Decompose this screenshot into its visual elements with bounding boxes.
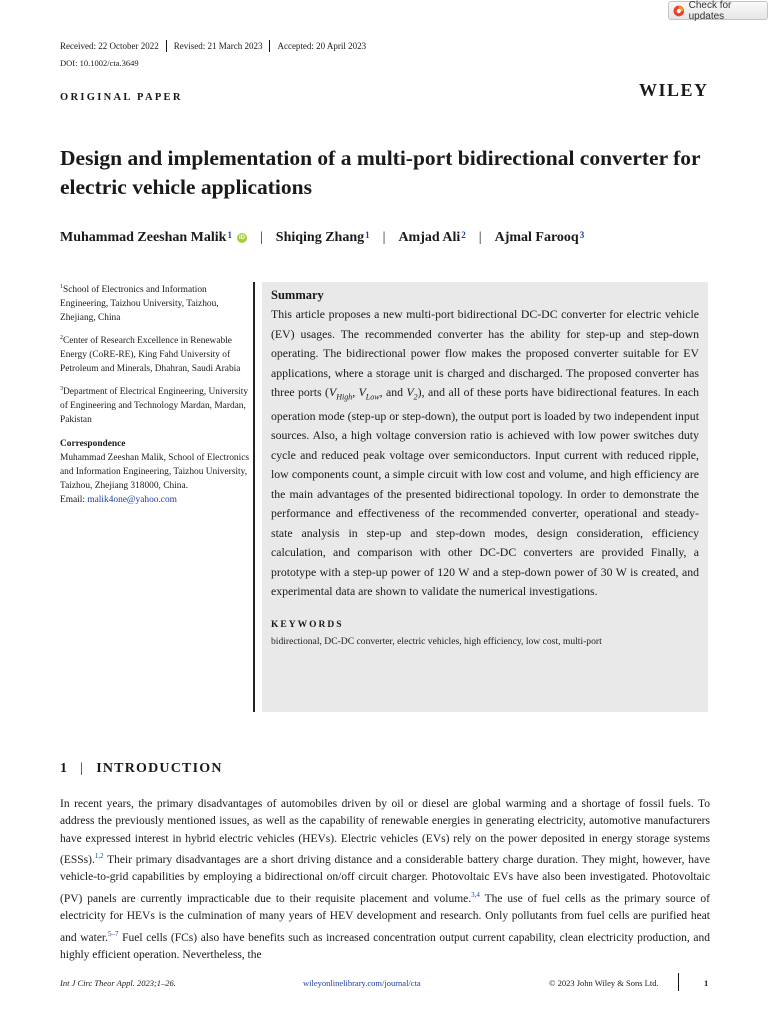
author-name[interactable]: Amjad Ali bbox=[398, 230, 461, 245]
revised-date: Revised: 21 March 2023 bbox=[173, 41, 263, 51]
received-date: Received: 22 October 2022 bbox=[60, 41, 159, 51]
author-separator: | bbox=[259, 230, 263, 245]
section-type: ORIGINAL PAPER bbox=[60, 92, 183, 103]
footer-divider bbox=[678, 973, 679, 991]
affiliation: $^3$Department of Electrical Engineering, University of Engineering and Technology Mardan, Mardan, Pakistan bbox=[60, 386, 249, 426]
doi[interactable]: DOI: 10.1002/cta.3649 bbox=[60, 58, 139, 68]
page-number: 1 bbox=[704, 978, 709, 988]
section-number: 1 bbox=[60, 761, 69, 776]
summary-box bbox=[262, 282, 708, 712]
date-separator bbox=[269, 40, 270, 52]
article-dates bbox=[60, 40, 366, 52]
crossmark-icon bbox=[673, 5, 685, 17]
author-affiliation-ref[interactable]: 2 bbox=[461, 230, 466, 240]
correspondence-email: Email: malik4one@yahoo.com bbox=[60, 495, 177, 506]
correspondence-text: Muhammad Zeeshan Malik, School of Electronics and Information Engineering, Taizhou University, Taizhou, Zhejiang 318000, China. bbox=[60, 453, 250, 492]
affiliation: $^1$School of Electronics and Information Engineering, Taizhou University, Taizhou, Zhejiang, China bbox=[60, 284, 219, 324]
column-divider bbox=[253, 282, 255, 712]
author-list bbox=[60, 230, 584, 246]
check-for-updates-label: Check for updates bbox=[688, 0, 732, 22]
author-affiliation-ref[interactable]: 1 bbox=[365, 230, 370, 240]
author-name[interactable]: Shiqing Zhang bbox=[275, 230, 365, 245]
copyright-notice: © 2023 John Wiley & Sons Ltd. bbox=[549, 978, 659, 988]
section-heading-introduction bbox=[60, 761, 223, 777]
affiliation: $^2$Center of Research Excellence in Renewable Energy (CoRE-RE), King Fahd University of Petroleum and Minerals, Dhahran, Saudi Arabia bbox=[60, 335, 241, 375]
author-name[interactable]: Ajmal Farooq bbox=[494, 230, 579, 245]
section-separator: | bbox=[80, 761, 85, 776]
journal-citation: Int J Circ Theor Appl. 2023;1–26. bbox=[60, 978, 176, 988]
author-affiliation-ref[interactable]: 1 bbox=[227, 230, 232, 240]
author-affiliation-ref[interactable]: 3 bbox=[579, 230, 585, 240]
orcid-icon[interactable]: iD bbox=[238, 235, 245, 241]
citation-link[interactable]: 3,4 bbox=[471, 890, 480, 899]
check-for-updates-button[interactable] bbox=[668, 1, 768, 20]
summary-text: This article proposes a new multi-port bidirectional DC-DC converter for electric vehicle (EV) usages. The recommended converter has the ability for step-up and step-down operating. The bidirectional power flow makes the proposed converter suitable for EV applications, where a storage unit is charged and discharged. The proposed converter has three ports ($V_{High}$, $V_{Low}$, and $V_2$), and all of these ports have bidirectional features. In each operation mode (step-up or step-down), the output port is loaded by two independent input sources. Also, a high voltage conversion ratio is achieved with low power switches duty cycle and reduced peak voltage over semiconductors. Input current with reduced ripple, low components count, a simple circuit with low cost and volume, and high efficiency are the main advantages of the presented bidirectional topology. In order to demonstrate the performance and effectiveness of the recommended converter, operational and steady-state analysis in step-up and step-down modes, design consideration, efficiency calculation, and comparison with other DC-DC converters are provided Finally, a prototype with a step-up power of 120 W and a step-down power of 30 W is created, and experimental data are shown to validate the numerical investigations. bbox=[271, 307, 699, 599]
summary-heading: Summary bbox=[271, 288, 324, 302]
author-separator: | bbox=[382, 230, 386, 245]
email-link[interactable]: malik4one@yahoo.com bbox=[87, 495, 177, 506]
section-title: INTRODUCTION bbox=[96, 761, 223, 776]
accepted-date: Accepted: 20 April 2023 bbox=[277, 41, 367, 51]
journal-url-link[interactable]: wileyonlinelibrary.com/journal/cta bbox=[303, 978, 421, 988]
affiliations-panel bbox=[60, 280, 250, 507]
citation-link[interactable]: 5–7 bbox=[108, 929, 119, 938]
keywords-list: bidirectional, DC-DC converter, electric vehicles, high efficiency, low cost, multi-port bbox=[271, 635, 602, 647]
author-separator: | bbox=[478, 230, 482, 245]
publisher-logo: WILEY bbox=[639, 80, 709, 100]
correspondence-heading: Correspondence bbox=[60, 439, 126, 450]
author-name[interactable]: Muhammad Zeeshan Malik bbox=[60, 230, 227, 245]
citation-link[interactable]: 1,2 bbox=[94, 852, 104, 861]
article-title: Design and implementation of a multi-port bidirectional converter for electric vehicle applications bbox=[60, 146, 701, 199]
date-separator bbox=[166, 40, 167, 52]
introduction-paragraph: In recent years, the primary disadvantages of automobiles driven by oil or diesel are global warming and a shortage of fossil fuels. To address the previously mentioned issues, as well as the capability of renewable energies in generating electricity, automotive manufacturers have expressed interest in hybrid electric vehicles (HEVs). Electric vehicles (EVs) rely on the power deposited in energy storage systems (ESSs).$^{1,2}$ Their primary disadvantages are a short driving distance and a considerable battery charge duration. They might, however, have vehicle-to-grid capabilities by employing a bidirectional on/off circuit charger. Photovoltaic EVs have also been investigated. Photovoltaic (PV) panels are currently impracticable due to their requisite placement and volume.$^{3,4}$ The use of fuel cells as the primary source of electricity for HEVs is the culmination of many years of HEV development and research. Only pollutants from fuel cells are purified heat and water.$^{5-7}$ Fuel cells (FCs) also have benefits such as increased concentration output current capability, clean electricity production, and highly efficient operation. Nevertheless, the bbox=[60, 798, 710, 961]
keywords-heading: KEYWORDS bbox=[271, 619, 344, 630]
